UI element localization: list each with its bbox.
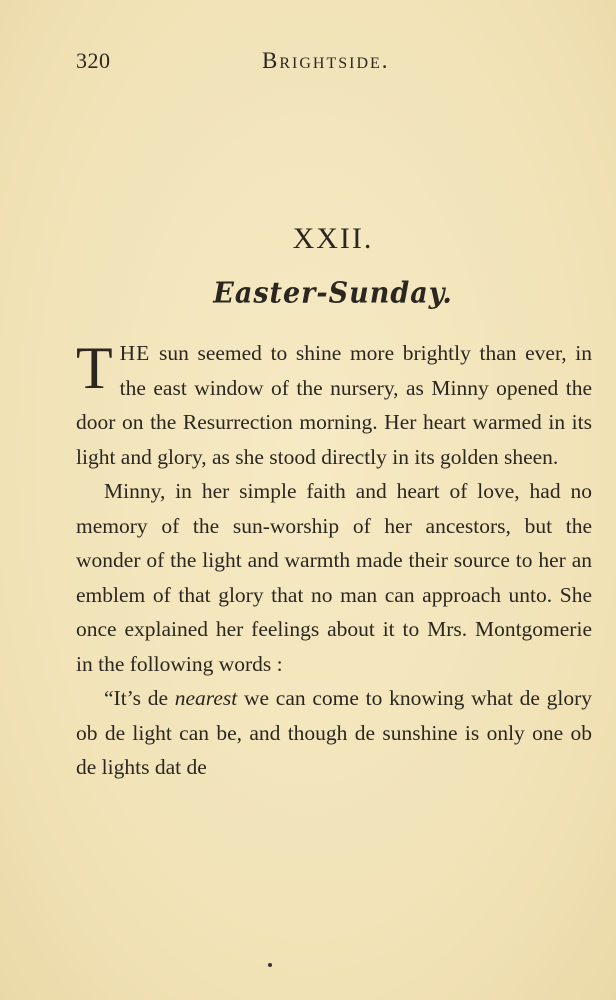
running-title: Brightside. — [262, 48, 390, 73]
printer-mark — [268, 963, 272, 967]
lead-word: HE — [119, 341, 151, 365]
paragraph-3-before: “It’s de — [104, 686, 175, 710]
paragraph-3 — [76, 681, 592, 785]
body-text — [76, 336, 592, 785]
paragraph-2 — [76, 474, 592, 681]
paragraph-1-text: sun seemed to shine more brightly than ever, in the east window of the nursery, as Minny opened the door on the Resurrection morning. Her heart warmed in its light and glory, as she stood directly in its golden sheen. — [76, 341, 592, 469]
drop-cap: T — [76, 335, 114, 401]
paragraph-3-italic: nearest — [174, 686, 238, 710]
paragraph-3-after: we can come to knowing what de glory ob de light can be, and though de sunshine is only one ob de lights dat de — [76, 686, 592, 779]
page-number: 320 — [76, 48, 111, 73]
chapter-title: Easter-Sunday. — [213, 276, 453, 311]
paragraph-2-text: Minny, in her simple faith and heart of love, had no memory of the sun-worship of her ancestors, but the wonder of the light and warmth made their source to her an emblem of that glory that no man can approach unto. She once explained her feelings about it to Mrs. Montgomerie in the following words : — [76, 479, 592, 676]
running-head — [76, 48, 588, 76]
chapter-number: XXII. — [292, 222, 374, 255]
paragraph-1 — [76, 336, 592, 474]
